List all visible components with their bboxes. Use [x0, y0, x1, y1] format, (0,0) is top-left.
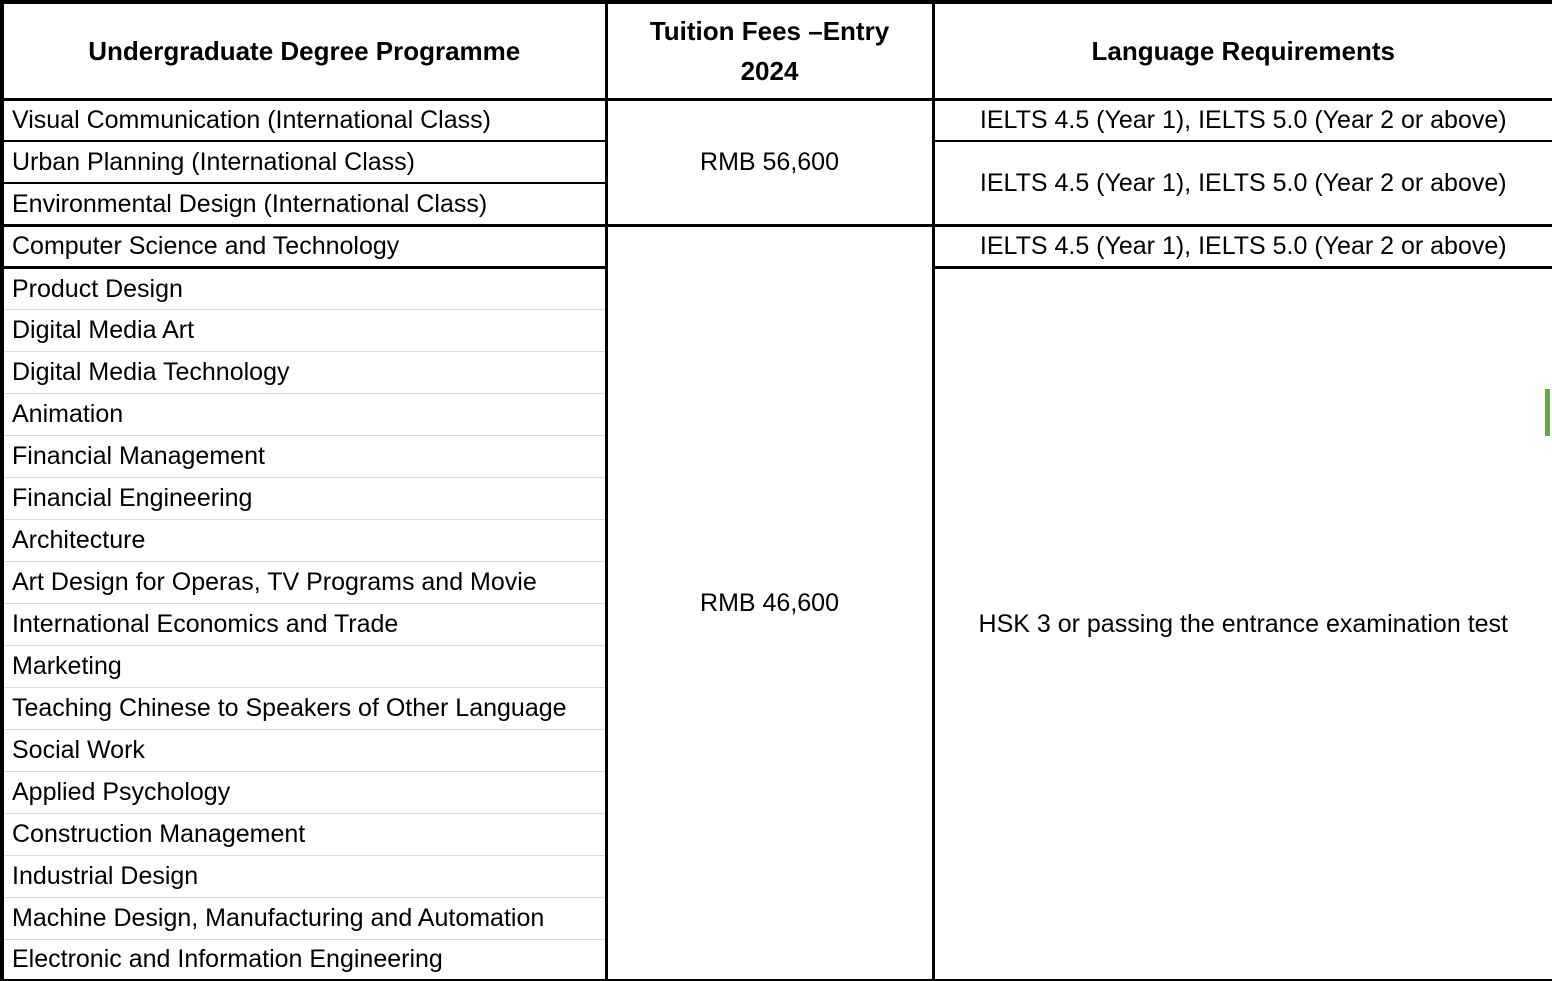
program-cell: Digital Media Technology [2, 351, 606, 393]
program-cell: Industrial Design [2, 855, 606, 897]
header-row [2, 2, 1552, 99]
language-cell: IELTS 4.5 (Year 1), IELTS 5.0 (Year 2 or above) [933, 99, 1552, 141]
program-cell: Teaching Chinese to Speakers of Other Language [2, 687, 606, 729]
program-cell: Architecture [2, 519, 606, 561]
program-cell: Electronic and Information Engineering [2, 939, 606, 981]
program-cell: Environmental Design (International Class) [2, 183, 606, 225]
program-cell: Visual Communication (International Class) [2, 99, 606, 141]
program-cell: Financial Management [2, 435, 606, 477]
fee-cell-46600: RMB 46,600 [606, 225, 933, 981]
language-cell: HSK 3 or passing the entrance examination test [933, 267, 1552, 981]
program-cell: Applied Psychology [2, 771, 606, 813]
program-cell: Animation [2, 393, 606, 435]
collaborator-selection-marker [1545, 389, 1550, 436]
table-row [2, 225, 1552, 267]
program-cell: International Economics and Trade [2, 603, 606, 645]
program-cell: Social Work [2, 729, 606, 771]
language-cell: IELTS 4.5 (Year 1), IELTS 5.0 (Year 2 or above) [933, 225, 1552, 267]
header-tuition: Tuition Fees –Entry 2024 [606, 2, 933, 99]
language-cell: IELTS 4.5 (Year 1), IELTS 5.0 (Year 2 or above) [933, 141, 1552, 225]
program-cell: Machine Design, Manufacturing and Automation [2, 897, 606, 939]
fee-cell-56600: RMB 56,600 [606, 99, 933, 225]
program-cell: Art Design for Operas, TV Programs and Movie [2, 561, 606, 603]
program-cell: Construction Management [2, 813, 606, 855]
program-cell: Digital Media Art [2, 309, 606, 351]
program-cell: Computer Science and Technology [2, 225, 606, 267]
program-cell: Marketing [2, 645, 606, 687]
program-cell: Financial Engineering [2, 477, 606, 519]
table-row [2, 99, 1552, 141]
header-language: Language Requirements [933, 2, 1552, 99]
header-programme: Undergraduate Degree Programme [2, 2, 606, 99]
program-cell: Urban Planning (International Class) [2, 141, 606, 183]
program-cell: Product Design [2, 267, 606, 309]
